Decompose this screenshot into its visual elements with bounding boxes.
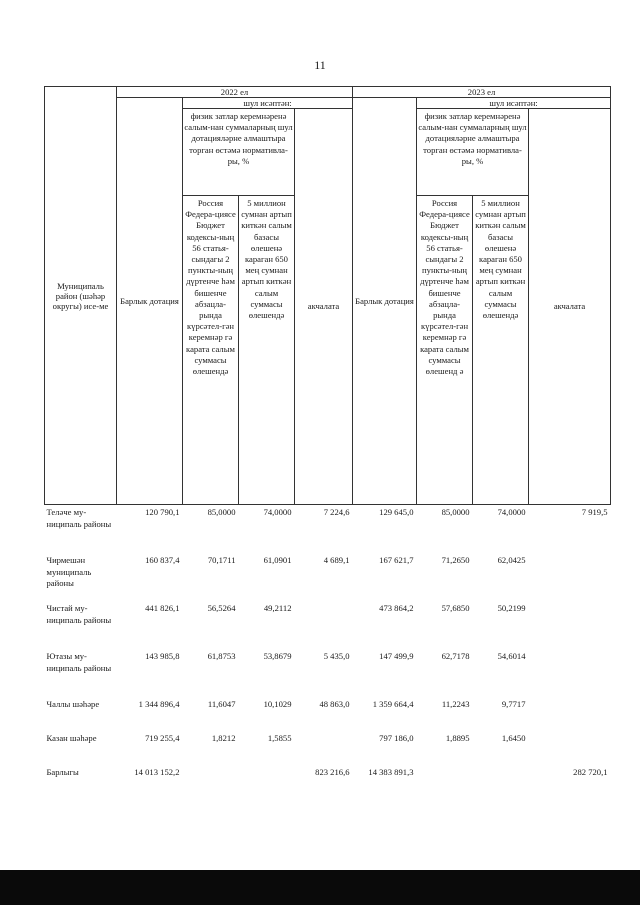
- cell-total-2023: 167 621,7: [379, 555, 414, 565]
- cell-total-2022: 719 255,4: [145, 733, 180, 743]
- row-name: Чистай му-ниципаль районы: [46, 603, 112, 625]
- cell-norm-b-2023: 9,7717: [501, 699, 526, 709]
- cell-total-2023: 1 359 664,4: [372, 699, 414, 709]
- cell-norm-b-2023: 54,6014: [497, 651, 526, 661]
- table-row: [45, 649, 611, 697]
- cell-total-2023: 797 186,0: [379, 733, 414, 743]
- header-norm-2022: физик затлар керемнәренә салым-нан суммаларның шул дотацияләрне алмаштыра торган өстәмә нормативла-ры, %: [183, 109, 295, 196]
- cell-total-2022: 160 837,4: [145, 555, 180, 565]
- cell-norm-a-2022: 1,8212: [211, 733, 236, 743]
- row-name: Чирмешән муниципаль районы: [46, 555, 92, 588]
- cell-norm-b-2022: 1,5855: [267, 733, 292, 743]
- header-total-dotation-2023: Барлык дотация: [353, 98, 417, 505]
- header-bk-article-2023: Россия Федера-циясе Бюджет кодексы-ның 56 статья-сындагы 2 пункты-ның дүртенче һәм бишенче абзацла-рында күрсәтел-гән керемнәр гә карата салым суммасы өлешенд ә: [417, 196, 473, 505]
- cell-norm-b-2023: 74,0000: [497, 507, 526, 517]
- scan-bottom-edge: [0, 870, 640, 905]
- header-five-million-2023: 5 миллион сумнан артып киткән салым базасы өлешенә караган 650 мең сумнан артып киткән салым суммасы өлешендә: [473, 196, 529, 505]
- cell-norm-a-2023: 57,6850: [441, 603, 470, 613]
- dotation-table: [44, 86, 611, 785]
- row-name: Чаллы шәһәре: [46, 699, 100, 709]
- header-five-million-2022: 5 миллион сумнан артып киткән салым базасы өлешенә караган 650 мең сумнан артып киткән салым суммасы өлешендә: [239, 196, 295, 505]
- cell-norm-a-2022: [183, 765, 239, 785]
- cell-norm-b-2023: 62,0425: [497, 555, 526, 565]
- cell-cash-2023: [529, 649, 611, 697]
- cell-norm-a-2023: 71,2650: [441, 555, 470, 565]
- cell-cash-2023: 282 720,1: [573, 767, 608, 777]
- cell-total-2022: 143 985,8: [145, 651, 180, 661]
- cell-cash-2022: 48 863,0: [319, 699, 350, 709]
- header-year-2023: 2023 ел: [353, 87, 611, 98]
- header-including-2023: шул исәптән:: [417, 98, 611, 109]
- header-bk-article-2022: Россия Федера-циясе Бюджет кодексы-ның 56 статья-сындагы 2 пункты-ның дүртенче һәм бишенче абзацла-рында күрсәтел-гән керемнәр гә карата салым суммасы өлешендә: [183, 196, 239, 505]
- header-norm-2023: физик затлар керемнәренә салым-нан суммаларның шул дотацияләрне алмаштыра торган өстәмә нормативла-ры, %: [417, 109, 529, 196]
- cell-cash-2023: [529, 731, 611, 765]
- cell-cash-2022: [295, 601, 353, 649]
- cell-norm-b-2022: 53,8679: [263, 651, 292, 661]
- cell-norm-a-2023: [417, 765, 473, 785]
- cell-norm-a-2022: 61,8753: [207, 651, 236, 661]
- cell-cash-2022: [295, 731, 353, 765]
- cell-total-2022: 1 344 896,4: [138, 699, 180, 709]
- cell-total-2022: 441 826,1: [145, 603, 180, 613]
- page-number: 11: [314, 58, 326, 72]
- header-municipality: Муниципаль район (шәһәр округы) исе-ме: [45, 87, 117, 505]
- row-name: Теләче му-ниципаль районы: [46, 507, 112, 529]
- cell-norm-a-2023: 85,0000: [441, 507, 470, 517]
- row-name: Барлыгы: [46, 767, 79, 777]
- cell-cash-2022: 823 216,6: [315, 767, 350, 777]
- cell-norm-a-2023: 1,8895: [445, 733, 470, 743]
- header-year-2022: 2022 ел: [117, 87, 353, 98]
- cell-norm-b-2023: 1,6450: [501, 733, 526, 743]
- cell-norm-b-2022: [239, 765, 295, 785]
- cell-norm-b-2023: [473, 765, 529, 785]
- table-row-total: [45, 765, 611, 785]
- cell-norm-a-2022: 85,0000: [207, 507, 236, 517]
- cell-total-2022: 120 790,1: [145, 507, 180, 517]
- cell-cash-2023: [529, 601, 611, 649]
- table-row: [45, 505, 611, 554]
- header-cash-2023: акчалата: [529, 109, 611, 505]
- cell-norm-b-2022: 49,2112: [263, 603, 292, 613]
- cell-cash-2023: [529, 697, 611, 731]
- cell-total-2023: 147 499,9: [379, 651, 414, 661]
- row-name: Ютазы му-ниципаль районы: [46, 651, 112, 673]
- row-name: Казан шәһәре: [46, 733, 97, 743]
- cell-total-2023: 129 645,0: [379, 507, 414, 517]
- table-row: [45, 553, 611, 601]
- cell-cash-2022: 7 224,6: [323, 507, 350, 517]
- cell-norm-a-2023: 62,7178: [441, 651, 470, 661]
- cell-norm-b-2022: 74,0000: [263, 507, 292, 517]
- cell-norm-b-2022: 10,1029: [263, 699, 292, 709]
- table-row: [45, 697, 611, 731]
- cell-cash-2023: [529, 553, 611, 601]
- cell-norm-a-2023: 11,2243: [441, 699, 470, 709]
- header-cash-2022: акчалата: [295, 109, 353, 505]
- table-row: [45, 731, 611, 765]
- cell-norm-a-2022: 56,5264: [207, 603, 236, 613]
- cell-norm-a-2022: 11,6047: [207, 699, 236, 709]
- cell-norm-b-2023: 50,2199: [497, 603, 526, 613]
- cell-norm-b-2022: 61,0901: [263, 555, 292, 565]
- table-row: [45, 601, 611, 649]
- cell-total-2022: 14 013 152,2: [134, 767, 180, 777]
- cell-total-2023: 473 864,2: [379, 603, 414, 613]
- cell-cash-2023: 7 919,5: [581, 507, 608, 517]
- header-including-2022: шул исәптән:: [183, 98, 353, 109]
- cell-norm-a-2022: 70,1711: [207, 555, 236, 565]
- header-total-dotation-2022: Барлык дотация: [117, 98, 183, 505]
- cell-total-2023: 14 383 891,3: [368, 767, 414, 777]
- cell-cash-2022: 5 435,0: [323, 651, 350, 661]
- cell-cash-2022: 4 689,1: [323, 555, 350, 565]
